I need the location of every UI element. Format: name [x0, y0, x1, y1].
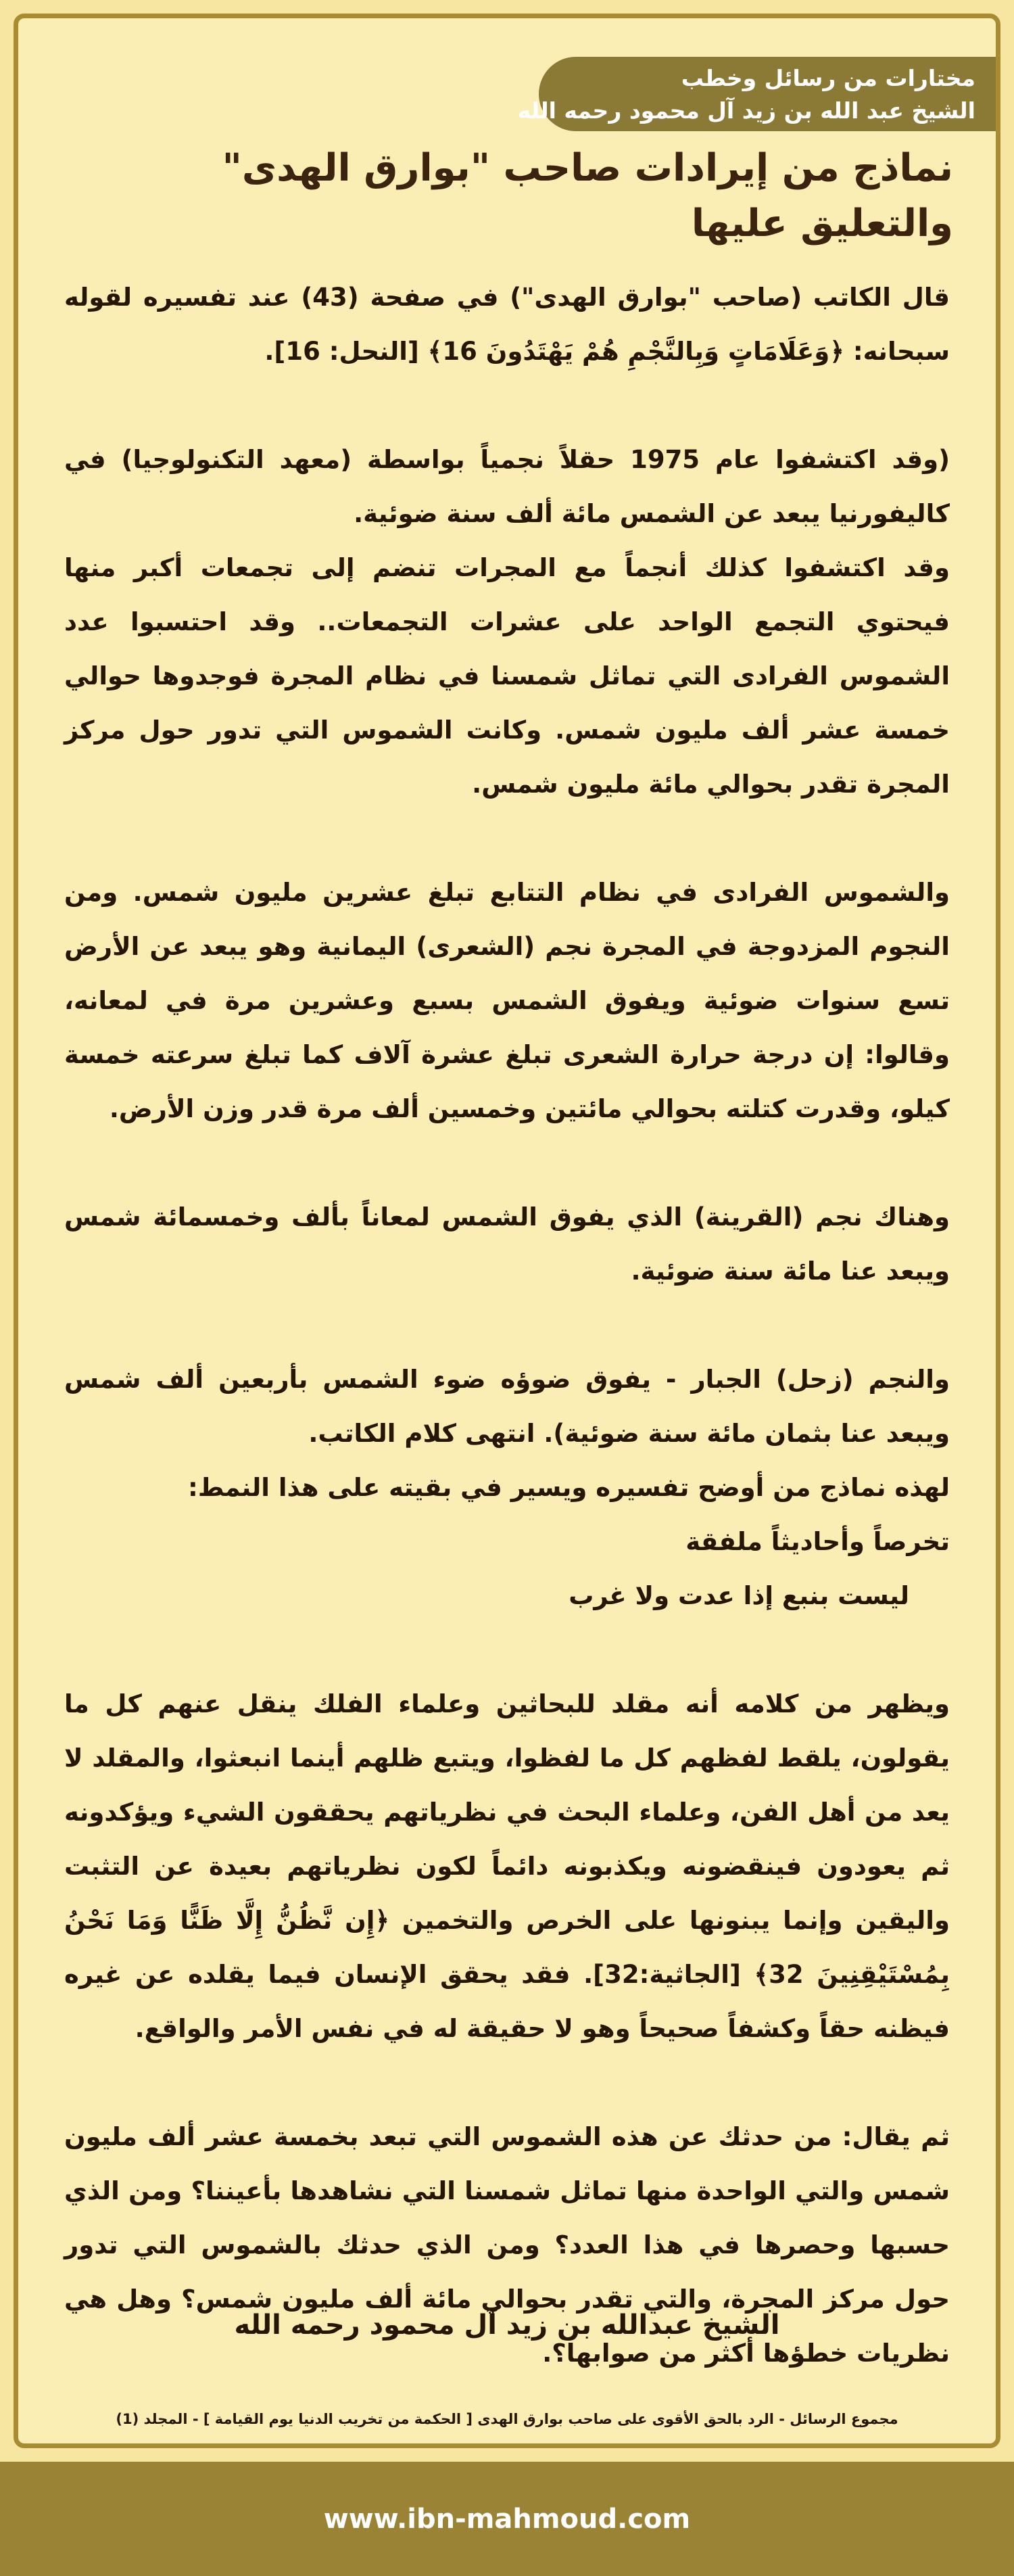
article-title: نماذج من إيرادات صاحب "بوارق الهدى" والتعليق عليها [222, 146, 953, 245]
author-signature: الشيخ عبدالله بن زيد آل محمود رحمه الله [234, 2310, 780, 2341]
poem-first-hemistich: تخرصاً وأحاديثاً ملفقة [685, 1527, 950, 1556]
poem-verse [64, 1515, 950, 1623]
paragraph-transition: لهذه نماذج من أوضح تفسيره ويسير في بقيته على هذا النمط: [188, 1473, 950, 1502]
header-series-title: مختارات من رسائل وخطب [681, 65, 975, 91]
header-banner [517, 57, 996, 131]
paragraph-intro: قال الكاتب (صاحب "بوارق الهدى") في صفحة (43) عند تفسيره لقوله سبحانه: ﴿وَعَلَامَاتٍ وَبِالنَّجْمِ هُمْ يَهْتَدُونَ 16﴾ [النحل: 16]. [64, 283, 950, 366]
paragraph-quote-1: (وقد اكتشفوا عام 1975 حقلاً نجمياً بواسطة (معهد التكنولوجيا) في كاليفورنيا يبعد عن الشمس مائة ألف سنة ضوئية. [64, 445, 950, 528]
paragraph-commentary: ويظهر من كلامه أنه مقلد للبحاثين وعلماء الفلك ينقل عنهم كل ما يقولون، يلقط لفظهم كل ما لفظوا، ويتبع ظلهم أينما انبعثوا، والمقلد لا يعد من أهل الفن، وعلماء البحث في نظرياتهم يحققون الشيء ويؤكدونه ثم يعودون فينقضونه ويكذبونه دائماً لكون نظرياتهم بعيدة عن التثبت واليقين وإنما يبنونها على الخرص والتخمين ﴿إِن نَّظُنُّ إِلَّا ظَنًّا وَمَا نَحْنُ بِمُسْتَيْقِنِينَ 32﴾ [الجاثية:32]. فقد يحقق الإنسان فيما يقلده عن غيره فيظنه حقاً وكشفاً صحيحاً وهو لا حقيقة له في نفس الأمر والواقع. [64, 1689, 950, 2043]
footer-banner [0, 2462, 1014, 2576]
header-author-name: الشيخ عبد الله بن زيد آل محمود رحمه الله [517, 97, 975, 124]
paragraph-questions: ثم يقال: من حدثك عن هذه الشموس التي تبعد بخمسة عشر ألف مليون شمس والتي الواحدة منها تماثل شمسنا التي نشاهدها بأعيننا؟ ومن الذي حسبها وحصرها في هذا العدد؟ ومن الذي حدثك بالشموس التي تدور حول مركز المجرة، والتي تقدر بحوالي مائة ألف مليون شمس؟ وهل هي نظريات خطؤها أكثر من صوابها؟. [64, 2122, 950, 2368]
paragraph-quote-3: والشموس الفرادى في نظام التتابع تبلغ عشرين مليون شمس. ومن النجوم المزدوجة في المجرة نجم (الشعرى) اليمانية وهو يبعد عن الأرض تسع سنوات ضوئية ويفوق الشمس بسبع وعشرين مرة في لمعانه، وقالوا: إن درجة حرارة الشعرى تبلغ عشرة آلاف كما تبلغ سرعته خمسة كيلو، وقدرت كتلته بحوالي مائتين وخمسين ألف مرة قدر وزن الأرض. [64, 878, 950, 1123]
source-footnote: مجموع الرسائل - الرد بالحق الأقوى على صاحب بوارق الهدى [ الحكمة من تخريب الدنيا يوم القيامة ] - المجلد (1) [116, 2411, 898, 2427]
paragraph-quote-4: وهناك نجم (القرينة) الذي يفوق الشمس لمعاناً بألف وخمسمائة شمس ويبعد عنا مائة سنة ضوئية. [64, 1202, 950, 1286]
poem-second-hemistich: ليست بنبع إذا عدت ولا غرب [569, 1581, 909, 1610]
website-link[interactable]: www.ibn-mahmoud.com [323, 2503, 691, 2535]
article-body [64, 271, 950, 2381]
paragraph-quote-5: والنجم (زحل) الجبار - يفوق ضوؤه ضوء الشمس بأربعين ألف شمس ويبعد عنا بثمان مائة سنة ضوئية). انتهى كلام الكاتب. [64, 1365, 950, 1448]
paragraph-quote-2: وقد اكتشفوا كذلك أنجماً مع المجرات تنضم إلى تجمعات أكبر منها فيحتوي التجمع الواحد على عشرات التجمعات.. وقد احتسبوا عدد الشموس الفرادى التي تماثل شمسنا في نظام المجرة فوجدوها حوالي خمسة عشر ألف مليون شمس. وكانت الشموس التي تدور حول مركز المجرة تقدر بحوالي مائة مليون شمس. [64, 553, 950, 799]
